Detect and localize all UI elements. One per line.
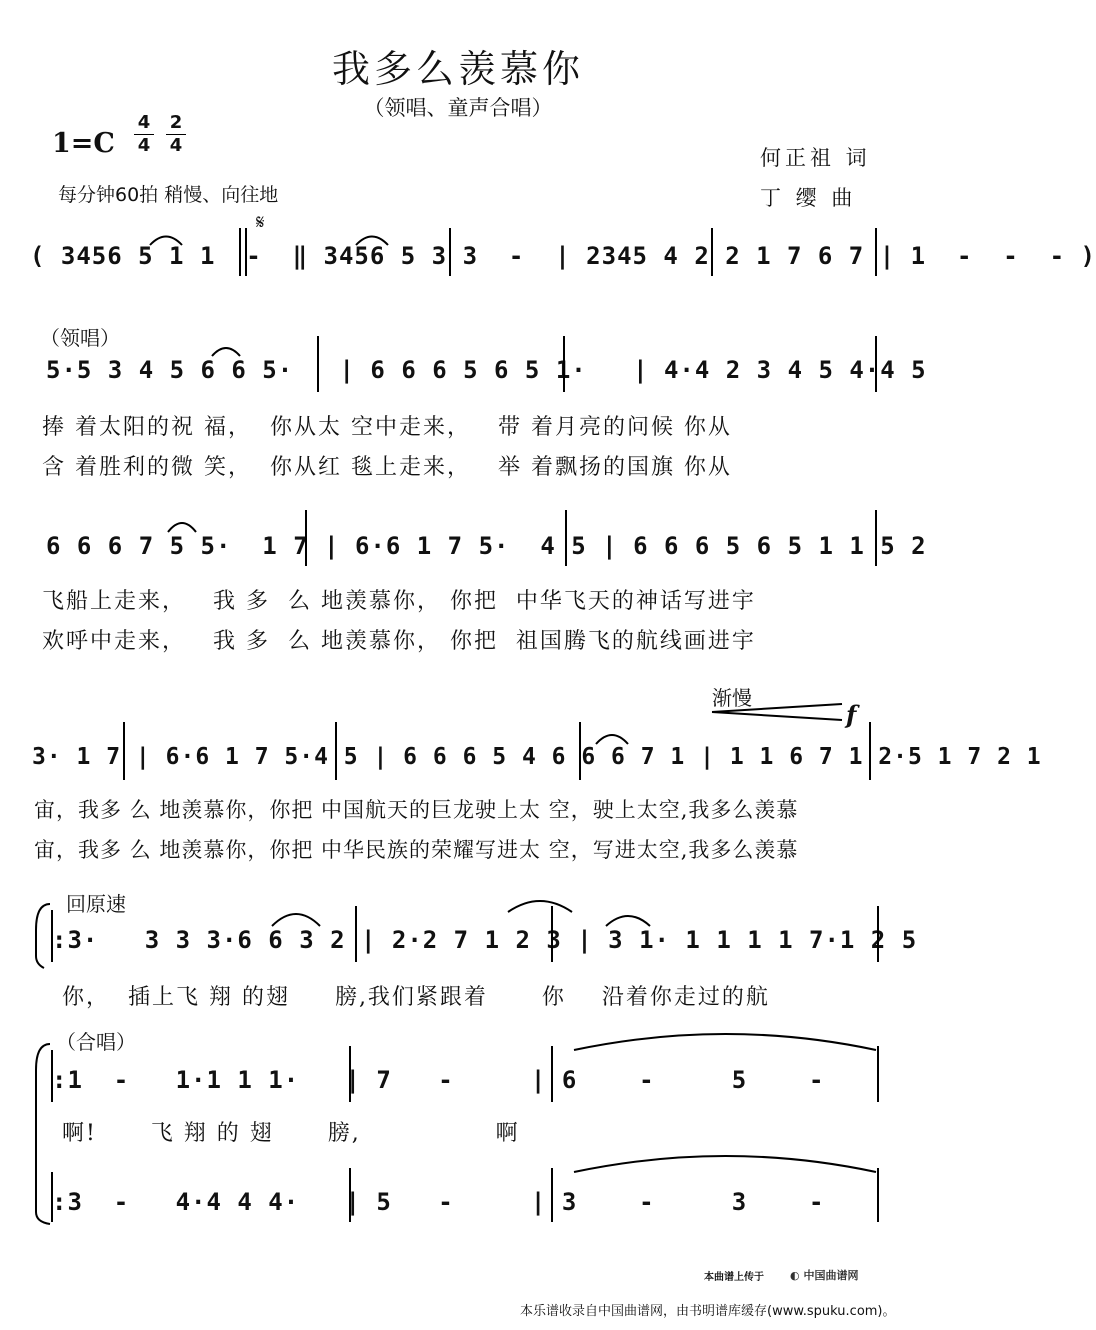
line4-lyric: 你， 插上飞 翔 的翅 膀,我们紧跟着 你 沿着你走过的航 [62, 985, 770, 1010]
tempo-marking: 每分钟60拍 稍慢、向往地 [58, 184, 279, 206]
line1-lyric-verse1: 捧 着太阳的祝 福， 你从太 空中走来， 带 着月亮的问候 你从 [42, 415, 732, 440]
source-note: 本乐谱收录自中国曲谱网，由书明谱库缓存(www.spuku.com)。 [520, 1304, 896, 1319]
chorus-label: （合唱） [56, 1030, 136, 1054]
logo-text: 中国曲谱网 [803, 1269, 859, 1282]
time-sig-top: 2 [169, 112, 183, 133]
line3-lyric-verse2: 宙，我多 么 地羡慕你，你把 中华民族的荣耀写进太 空，写进太空,我多么羡慕 [34, 838, 799, 862]
line5-lyric: 啊! 飞 翔 的 翅 膀, 啊 [62, 1121, 520, 1146]
line2-lyric-verse1: 飞船上走来， 我 多 么 地羡慕你， 你把 中华飞天的神话写进宇 [42, 589, 756, 614]
logo-icon: ◐ [790, 1269, 800, 1282]
line3-lyric-verse1: 宙，我多 么 地羡慕你，你把 中国航天的巨龙驶上太 空，驶上太空,我多么羡慕 [34, 798, 799, 822]
lyricist-credit: 何正祖 词 [760, 146, 871, 170]
line5-notes: :1 - 1·1 1 1· | 7 - | 6 - 5 - [52, 1066, 825, 1094]
segno-sign: 𝄋 [256, 210, 265, 234]
song-subtitle: （领唱、童声合唱） [363, 96, 553, 120]
upload-note: 本曲谱上传于 [704, 1272, 764, 1283]
lead-label: （领唱） [40, 326, 120, 350]
ritardando-label: 渐慢 [712, 686, 752, 710]
line3-notes: 3· 1 7 | 6·6 1 7 5·4 5 | 6 6 6 5 4 6 6 6 7 1 | 1 1 6 7 1 2·5 1 7 2 1 [32, 744, 1042, 770]
tempo-primo-label: 回原速 [66, 892, 126, 916]
song-title: 我多么羡慕你 [331, 47, 584, 91]
line1-notes: 5·5 3 4 5 6 6 5· | 6 6 6 5 6 5 1· | 4·4 2 3 4 5 4·4 5 [46, 356, 927, 384]
time-sig-bottom: 4 [134, 134, 154, 157]
intro-notes: ( 3456 5 1 1 - ‖ 3456 5 3 3 - | 2345 4 2 2 1 7 6 7 | 1 - - - ) [30, 242, 1096, 270]
line1-lyric-verse2: 含 着胜利的微 笑， 你从红 毯上走来， 举 着飘扬的国旗 你从 [42, 455, 732, 480]
line2-notes: 6 6 6 7 5 5· 1 7 | 6·6 1 7 5· 4 5 | 6 6 6 5 6 5 1 1 5 2 [46, 532, 927, 560]
line4-notes: :3· 3 3 3·6 6 3 2 | 2·2 7 1 2 3 | 3 1· 1 1 1 1 7·1 2 5 [52, 926, 918, 954]
time-sig-bottom: 4 [166, 134, 186, 157]
line2-lyric-verse2: 欢呼中走来， 我 多 么 地羡慕你， 你把 祖国腾飞的航线画进宇 [42, 629, 756, 654]
key-signature: 1=C [52, 128, 115, 159]
time-sig-top: 4 [137, 112, 151, 133]
forte-dynamic: f [846, 700, 857, 729]
line6-notes: :3 - 4·4 4 4· | 5 - | 3 - 3 - [52, 1188, 825, 1216]
composer-credit: 丁 缨 曲 [760, 186, 857, 210]
